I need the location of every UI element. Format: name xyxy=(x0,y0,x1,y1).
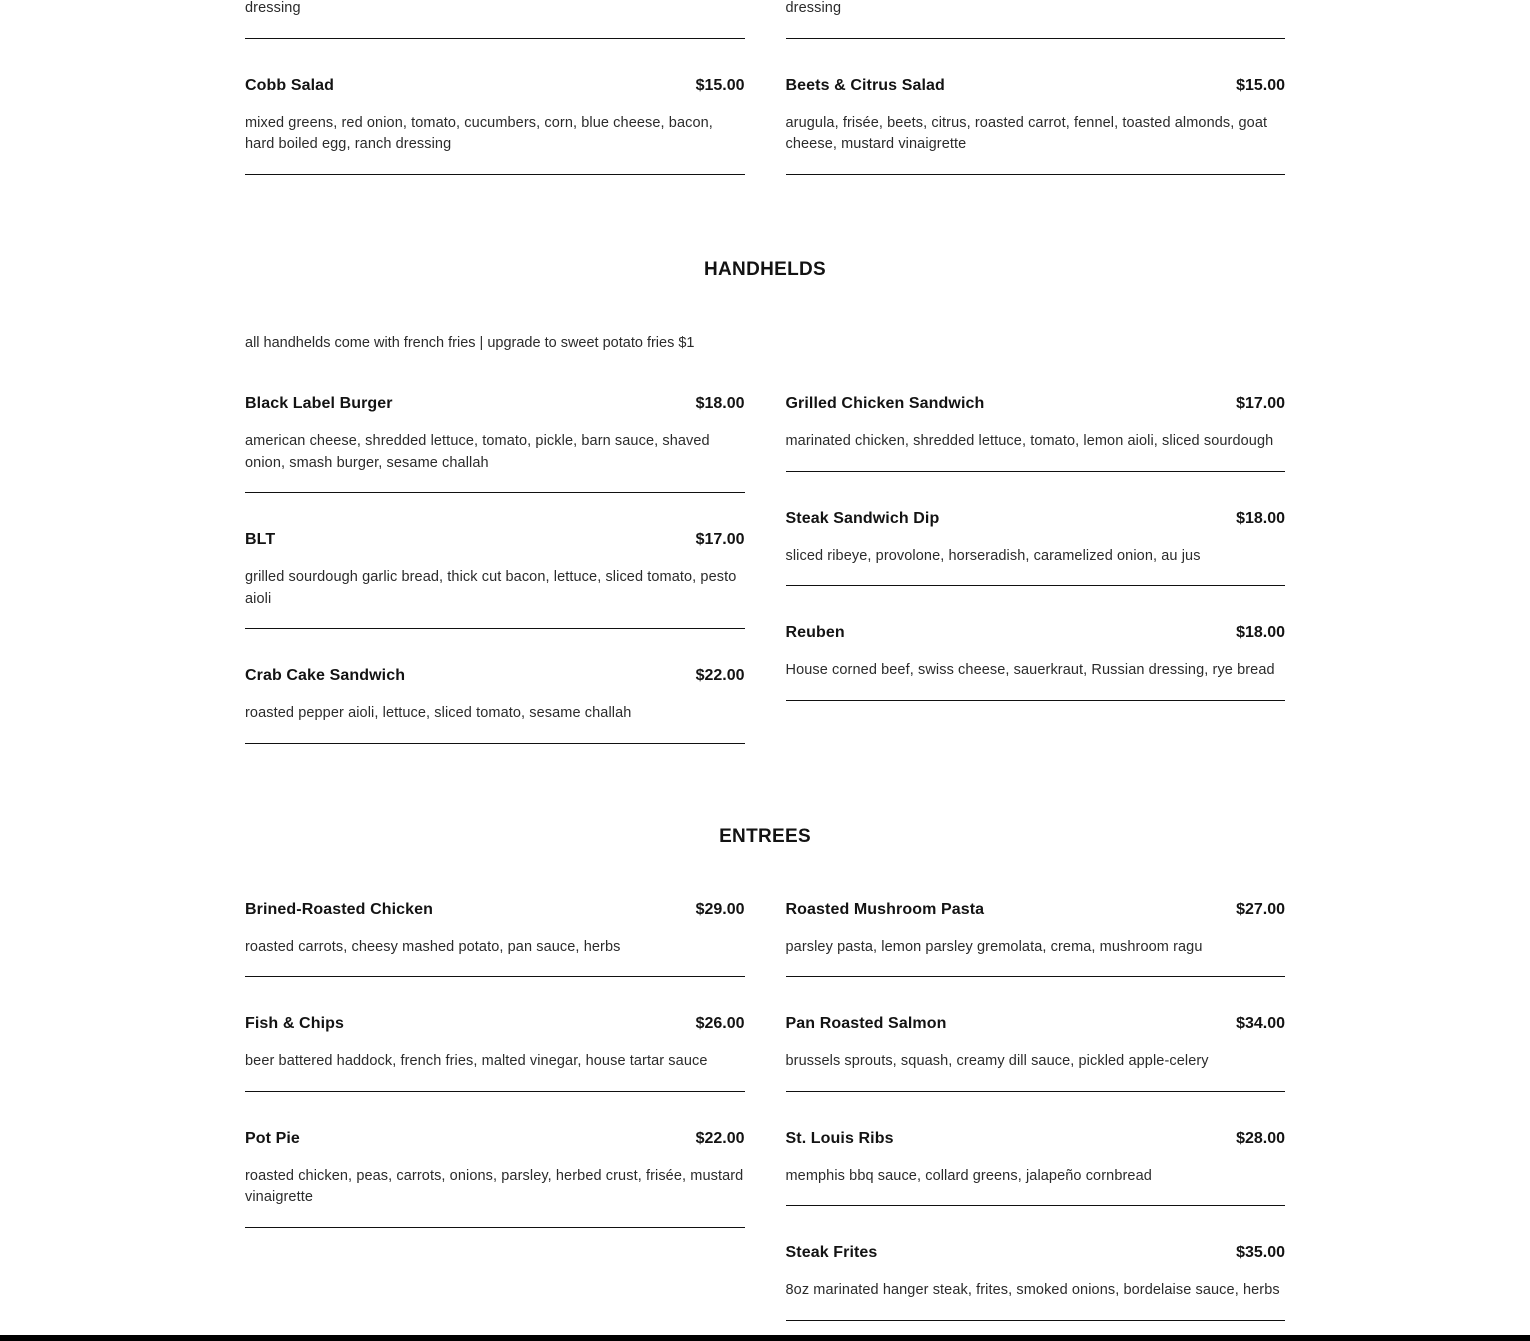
menu-item-price: $29.00 xyxy=(695,900,745,918)
menu-item xyxy=(786,392,1286,472)
handhelds-columns xyxy=(245,392,1285,744)
menu-item-header xyxy=(245,664,745,688)
menu-item xyxy=(245,392,745,493)
menu-item-price: $17.00 xyxy=(695,531,745,548)
menu-item-price: $18.00 xyxy=(1236,509,1285,527)
salads-left-column xyxy=(245,0,745,175)
menu-item-price: $22.00 xyxy=(695,1129,745,1147)
menu-item-name: Steak Sandwich Dip xyxy=(785,509,940,527)
menu-item xyxy=(786,507,1286,587)
menu-item-header xyxy=(786,898,1286,922)
menu-item xyxy=(786,1127,1286,1207)
menu-item xyxy=(786,74,1286,175)
menu-item xyxy=(245,1012,745,1092)
menu-item xyxy=(786,898,1286,978)
menu-item-partial xyxy=(786,0,1286,39)
menu-content xyxy=(245,0,1285,1321)
menu-item-name: Reuben xyxy=(785,624,845,641)
menu-item-name: Crab Cake Sandwich xyxy=(245,667,406,684)
menu-item xyxy=(786,1241,1286,1321)
menu-item-name: Brined-Roasted Chicken xyxy=(245,900,434,918)
menu-item-price: $15.00 xyxy=(695,76,745,94)
menu-item-price: $35.00 xyxy=(1236,1244,1285,1261)
menu-item-price: $27.00 xyxy=(1236,900,1285,918)
salads-columns xyxy=(245,0,1285,175)
menu-item-description: dressing xyxy=(785,0,842,16)
salads-right-column xyxy=(786,0,1286,175)
menu-item-name: Cobb Salad xyxy=(245,76,335,94)
menu-item-price: $17.00 xyxy=(1236,395,1285,412)
menu-item-description: beer battered haddock, french fries, malted vinegar, house tartar sauce xyxy=(245,1053,708,1069)
menu-item-description: parsley pasta, lemon parsley gremolata, crema, mushroom ragu xyxy=(785,938,1203,955)
menu-item-description: mixed greens, red onion, tomato, cucumbers, corn, blue cheese, bacon, hard boiled egg, ranch dressing xyxy=(245,114,713,152)
menu-item-description: sliced ribeye, provolone, horseradish, caramelized onion, au jus xyxy=(785,547,1201,564)
menu-item-partial xyxy=(245,0,745,39)
menu-item-header xyxy=(786,621,1286,645)
handhelds-left-column xyxy=(245,392,745,744)
section-heading-entrees: ENTREES xyxy=(719,825,811,847)
menu-item xyxy=(245,528,745,629)
section-handhelds xyxy=(245,257,1285,744)
menu-item-name: Roasted Mushroom Pasta xyxy=(785,900,985,918)
entrees-columns xyxy=(245,898,1285,1321)
section-entrees xyxy=(245,824,1285,1321)
menu-item-header xyxy=(786,1127,1286,1151)
menu-item-price: $26.00 xyxy=(695,1015,745,1032)
menu-item xyxy=(245,74,745,175)
menu-item-price: $28.00 xyxy=(1236,1129,1285,1147)
menu-item-description: 8oz marinated hanger steak, frites, smoked onions, bordelaise sauce, herbs xyxy=(785,1282,1280,1298)
menu-item-price: $18.00 xyxy=(695,395,745,412)
menu-item-description: american cheese, shredded lettuce, tomato, pickle, barn sauce, shaved onion, smash burger, sesame challah xyxy=(245,433,710,471)
menu-item-description: brussels sprouts, squash, creamy dill sauce, pickled apple-celery xyxy=(785,1053,1209,1069)
handhelds-right-column xyxy=(786,392,1286,744)
menu-item-header xyxy=(245,528,745,552)
menu-item-description: arugula, frisée, beets, citrus, roasted carrot, fennel, toasted almonds, goat cheese, mustard vinaigrette xyxy=(785,114,1268,152)
menu-item xyxy=(786,1012,1286,1092)
menu-item-header xyxy=(245,392,745,416)
menu-item-description: grilled sourdough garlic bread, thick cut bacon, lettuce, sliced tomato, pesto aioli xyxy=(245,569,737,607)
menu-item xyxy=(786,621,1286,701)
menu-item-name: Steak Frites xyxy=(785,1244,878,1261)
menu-item-header xyxy=(786,392,1286,416)
menu-item-price: $18.00 xyxy=(1236,624,1285,641)
menu-item-name: Pot Pie xyxy=(245,1129,300,1147)
section-heading-handhelds: HANDHELDS xyxy=(704,258,826,280)
menu-item-name: Beets & Citrus Salad xyxy=(785,76,945,94)
menu-item-price: $34.00 xyxy=(1236,1015,1285,1032)
menu-item-name: St. Louis Ribs xyxy=(785,1129,894,1147)
menu-item-description: roasted pepper aioli, lettuce, sliced tomato, sesame challah xyxy=(245,705,632,721)
menu-item xyxy=(245,1127,745,1228)
entrees-right-column xyxy=(786,898,1286,1321)
menu-item-header xyxy=(786,74,1286,98)
menu-item xyxy=(245,898,745,978)
menu-item-header xyxy=(245,1127,745,1151)
menu-item-description: dressing xyxy=(245,0,301,16)
menu-item-price: $15.00 xyxy=(1236,76,1285,94)
menu-item-description: marinated chicken, shredded lettuce, tomato, lemon aioli, sliced sourdough xyxy=(785,433,1274,449)
menu-item-description: memphis bbq sauce, collard greens, jalapeño cornbread xyxy=(785,1167,1152,1184)
section-salads xyxy=(245,0,1285,175)
menu-item-price: $22.00 xyxy=(695,667,745,684)
menu-item-description: roasted chicken, peas, carrots, onions, parsley, herbed crust, frisée, mustard vinaigrette xyxy=(245,1167,744,1205)
menu-item-name: Fish & Chips xyxy=(245,1015,344,1032)
menu-item-header xyxy=(786,1241,1286,1265)
menu-item-name: Black Label Burger xyxy=(245,395,393,412)
menu-item-name: BLT xyxy=(245,531,276,548)
handhelds-note: all handhelds come with french fries | upgrade to sweet potato fries $1 xyxy=(245,334,695,351)
menu-item-header xyxy=(245,898,745,922)
menu-item-header xyxy=(786,507,1286,531)
menu-item-description: House corned beef, swiss cheese, sauerkraut, Russian dressing, rye bread xyxy=(785,662,1275,678)
menu-item-header xyxy=(786,1012,1286,1036)
menu-item-description: roasted carrots, cheesy mashed potato, pan sauce, herbs xyxy=(245,938,621,955)
menu-item-header xyxy=(245,74,745,98)
menu-item-header xyxy=(245,1012,745,1036)
menu-item-name: Pan Roasted Salmon xyxy=(785,1015,947,1032)
footer-divider-bar xyxy=(0,1335,1530,1341)
menu-item-name: Grilled Chicken Sandwich xyxy=(785,395,985,412)
menu-item xyxy=(245,664,745,744)
entrees-left-column xyxy=(245,898,745,1321)
